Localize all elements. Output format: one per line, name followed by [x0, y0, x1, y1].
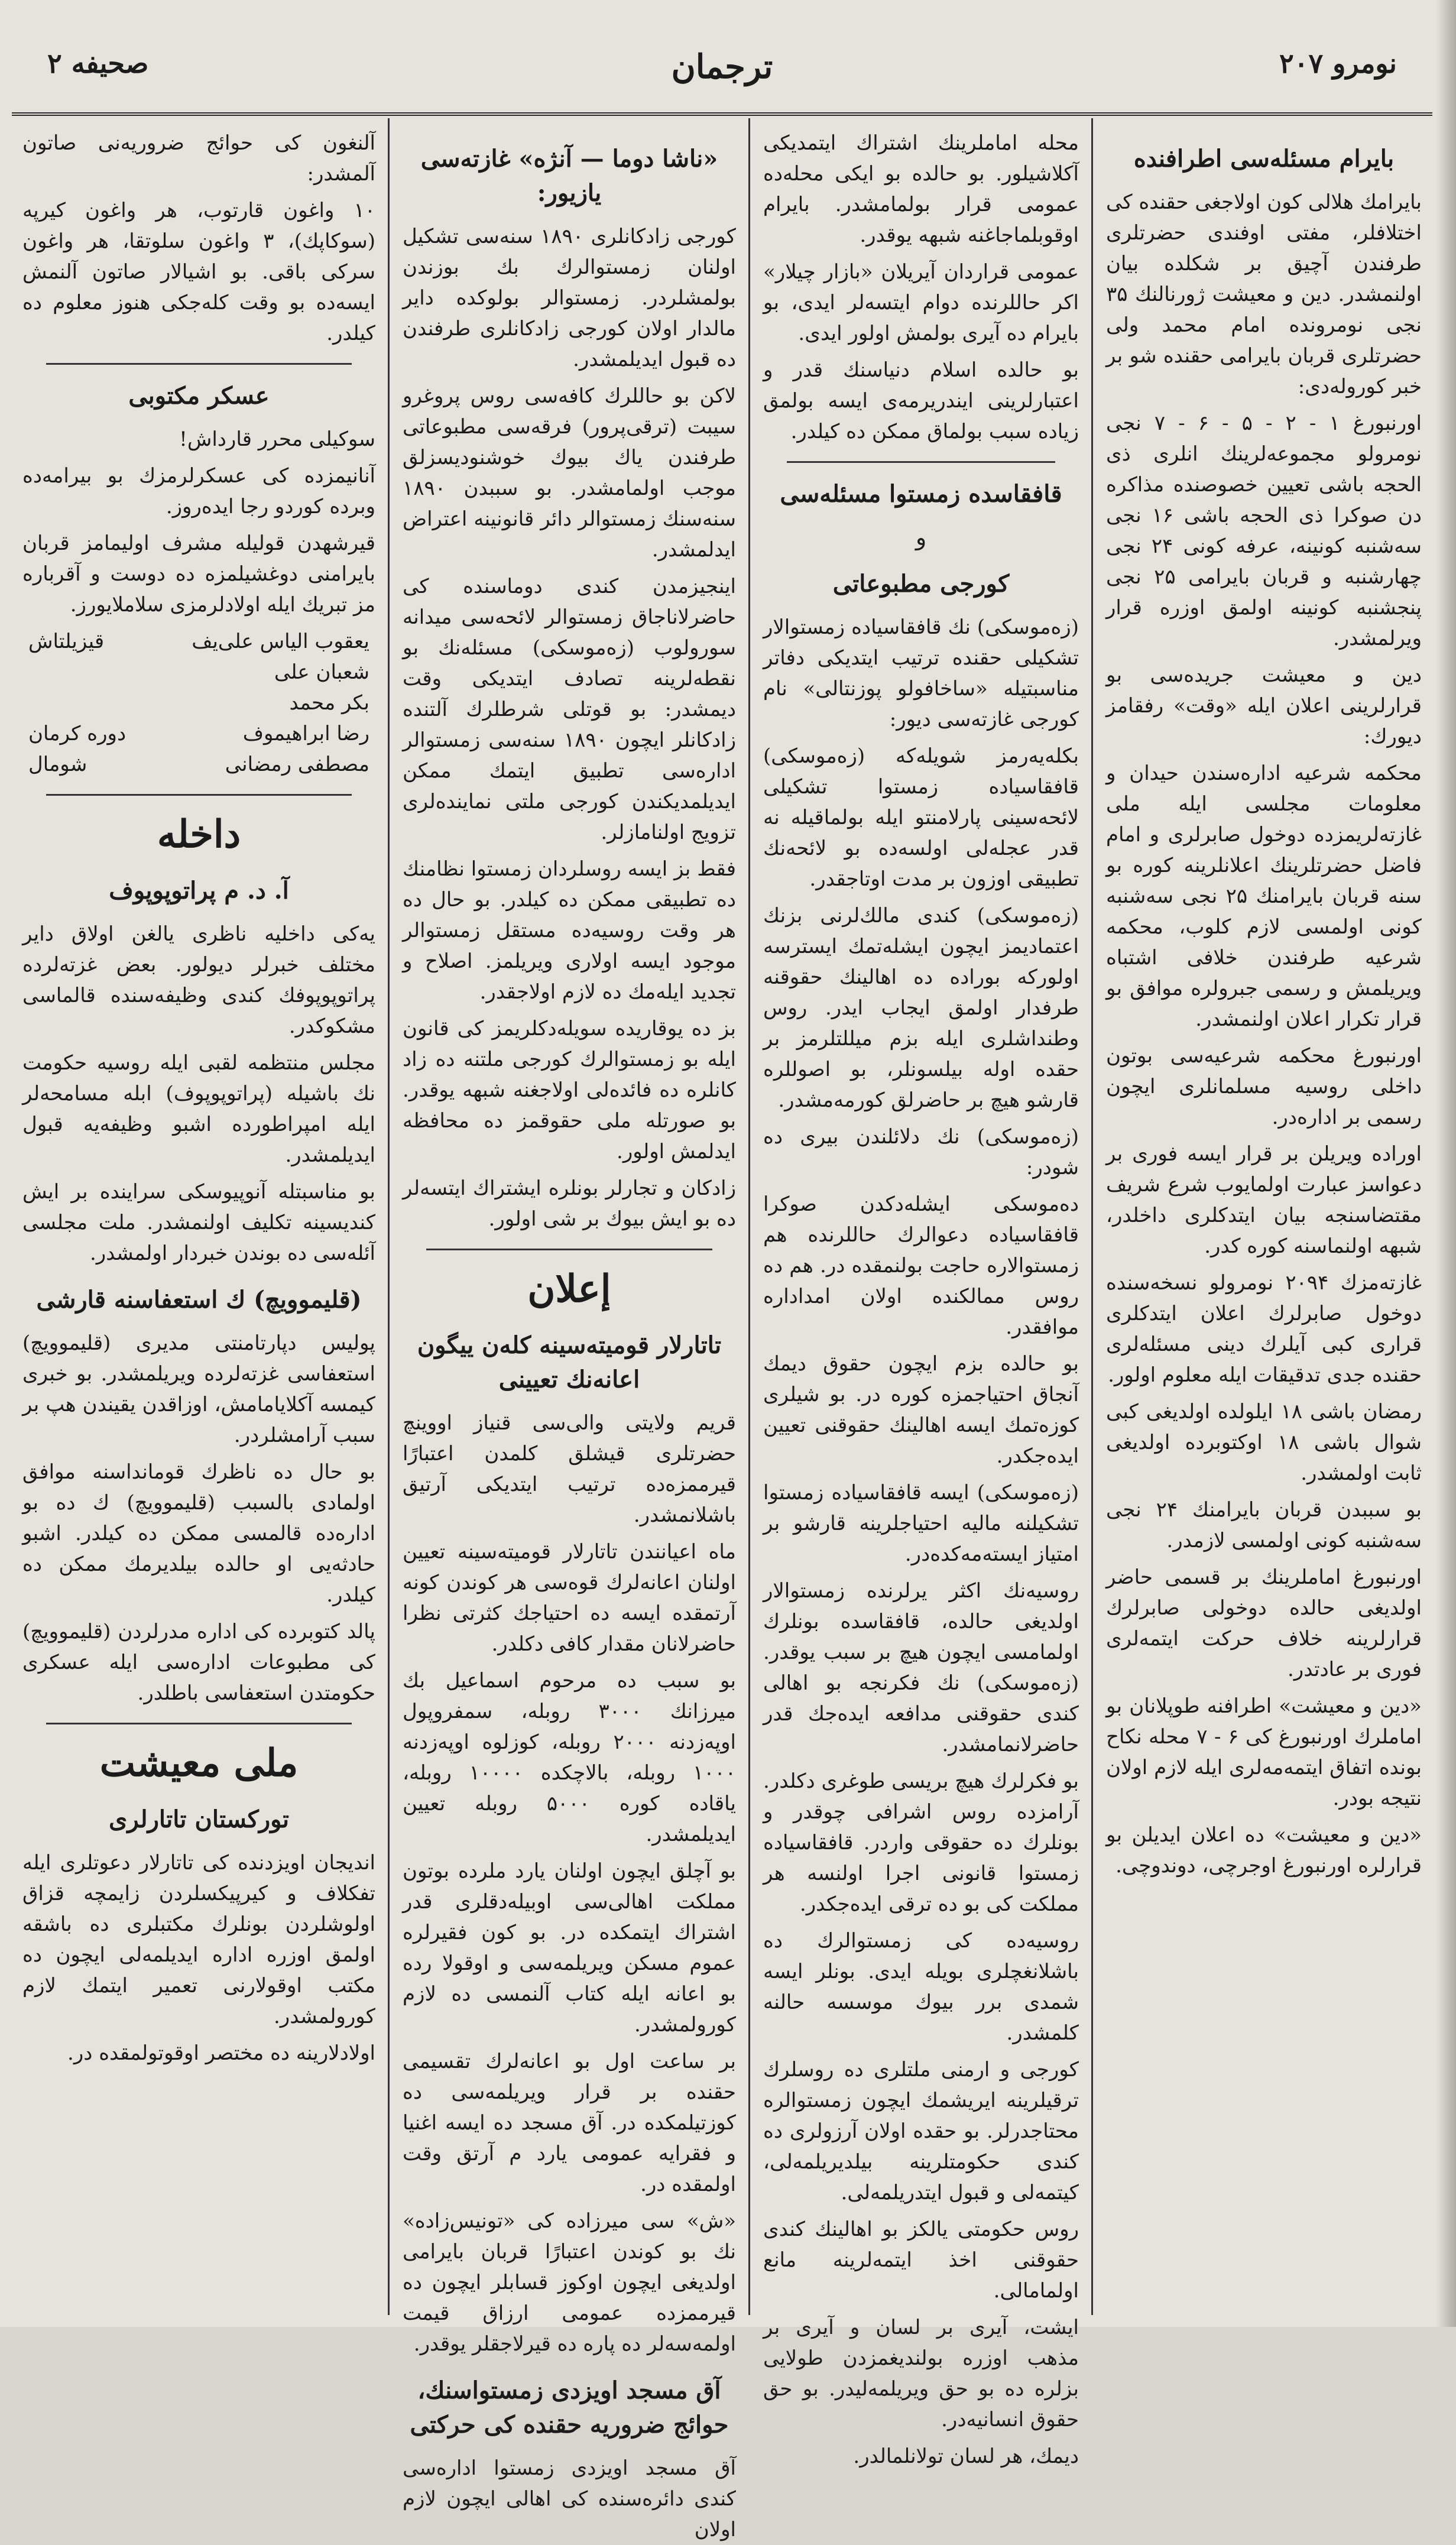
issue-number: نومرو ۲۰۷ [1279, 47, 1397, 79]
article-paragraph: ديمك، هر لسان تولانلمالدر. [853, 2445, 1079, 2468]
column-2 [753, 118, 1089, 2468]
column-3 [392, 118, 747, 2541]
article-paragraph: ايشت، آيرى بر لسان و آيرى بر مذهب اوزرە بولنديغمزدن طولايى بزلره ده بو حق ويريلمەليدر. بو حق حقوق انسانيەدر. [763, 2316, 1079, 2431]
article-paragraph: روسيەده كى زمستوالرك ده باشلانغچلرى بويله ايدى. بونلر ايسه شمدى برر بيوك موسسه حالنه كلمشدر. [763, 1929, 1079, 2045]
article-paragraph: كورجى زادكانلرى ۱۸۹۰ سنه‌سى تشكيل اولنان زمستوالرك بك بوزندن بولمشلردر. زمستوالر بولوكده داير مالدار اولان كورجى زادكانلرى طرفندن ده قبول ايديلمشدر. [403, 225, 736, 371]
signature-row [28, 688, 369, 718]
page-label: صحيفه ۲ [47, 47, 149, 79]
signature-row [28, 657, 369, 688]
signature-row [28, 626, 369, 657]
akmesjid-heading: آق مسجد اويزدى زمستواسنك، حوائج ضروريه حقنده كى حركتى [410, 2377, 729, 2439]
article-paragraph: اولادلارينه ده مختصر اوقوتولمقده در. [67, 2041, 375, 2065]
column-4 [12, 118, 386, 2315]
article-paragraph: اينجيزمدن كندى دوماسنده كى حاضرلاناجاق زمستوالر لائحەسى ميدانه سورولوب (زەموسكى) مسئلەنك بو نقطه‌لرينه تصادف ايتديكى وقت ديمشدر: بو قوتلى شرطلرك آلتنده زادكانلر ايچون ۱۸۹۰ سنه‌سى زمستوالر اداره‌سى تطبيق ايتمك ممكن ايديلمديكندن كورجى ملتى نماينده‌لرى تزويج اولنامازلر. [403, 575, 736, 844]
article-paragraph: ماه اعيانندن تاتارلار قومیته‌سینه تعيين اولنان اعانه‌لرك قوه‌سى هر كوندن كونه آرتمقده ايسه ده احتياجك كثرتى نظرا حاضرلانان مقدار كافى دكلدر. [403, 1540, 736, 1656]
article-paragraph: بر ساعت اول بو اعانه‌لرك تقسيمى حقنده بر قرار ويريلمەسى ده كوزتيلمكده در. آق مسجد دە ايسه اغنيا و فقرايه عمومى يارد م آرتق وقت اولمقده در. [403, 2050, 736, 2196]
column-rule [1091, 118, 1093, 2315]
article-paragraph: قيرشهدن قوليله مشرف اوليمامز قربان بايرامنى دوغشيلمزه ده دوست و آقرباره مز تبريك ايله اولادلرمزى سلاملايورز. [22, 531, 375, 617]
article-paragraph: بو حالده بزم ايچون حقوق ديمك آنجاق احتياجمزه كوره در. بو شيلرى كوزەتمك ايسه اهالينك حقوقنى تعيين ايدەجكدر. [763, 1352, 1079, 1468]
signature-name: شعبان على [274, 660, 369, 684]
signature-place: شومال [28, 753, 87, 776]
heading-conjunction: و [915, 524, 927, 550]
article-paragraph: «دين و معيشت» اطرافنه طوپلانان بو اماملرك اورنبورغ كى ۶ - ۷ محله نكاح بونده اتفاق ايتمه‌مەلرى ايله لازم اولان نتيجه بودر. [1106, 1694, 1422, 1810]
column-1 [1095, 118, 1432, 2315]
article-paragraph: «ش» سی ميرزاده كى «تونيس‌زاده» نك بو كوندن اعتبارًا قربان بايرامى اولديغى ايچون اوكوز قسابلر ايچون ده قيرممزده عمومى ارزاق قيمت اولمەسه‌لر ده پاره ده قيرلاجقلر يوقدر. [403, 2209, 736, 2356]
article-paragraph: «دين و معيشت» ده اعلان ايديلن بو قرارلره اورنبورغ اوجرچى، دوندوچى. [1106, 1823, 1422, 1878]
article-paragraph: يەكى داخليه ناظرى يالغن اولاق داير مختلف خبرلر ديولور. بعض غزته‌لرده پراتوپوپوفك كندى وظيفه‌سنده قالماسى مشكوكدر. [22, 922, 375, 1038]
section-divider [426, 1249, 712, 1250]
article-paragraph: محكمه شرعيه ادارەسندن حيدان و معلومات مجلسى ايله ملى غازته‌لريمزدە دوخول صابرلرى و امام فاضل حضرتلرينك اعلانلرينه كوره بو سنه قربان بايرامنك ۲۵ نجى سەشنبه كونى اولمسى لازم كلوب، محكمه شرعيه طرفندن خلافى اشتباه ويريلمش و رسمى جبرولرە موافق بو قرار تكرار اعلان اولنمشدر. [1106, 761, 1422, 1031]
columns-area [12, 118, 1432, 2541]
article-paragraph: دين و معيشت جريدەسى بو قرارلرينى اعلان ايله «وقت» رفقامز ديورك: [1106, 663, 1422, 748]
section-divider [46, 794, 352, 796]
article-paragraph: بايرامك هلالى كون اولاجغى حقندە كى اختلافلر، مفتى اوفندى حضرتلرى طرفندن آچيق بر شكلدە بيان اولنمشدر. دين و معيشت ژورنالنك ۳۵ نجى نومرونده امام محمد ولى حضرتلرى قربان بايرامى حقندە شو بر خبر كوروله‌دى: [1106, 190, 1422, 398]
masthead [12, 24, 1432, 116]
bayram-heading: بايرام مسئلەسى اطرافندە [1133, 145, 1395, 173]
article-paragraph: سوكيلى محرر قارداش! [179, 427, 375, 451]
signature-name: يعقوب الياس علی‌يف [192, 630, 369, 653]
article-paragraph: اورادە ويريلن بر قرار ايسە فورى بر دعواسز عبارت اولمايوب شرع شريف مقتضاسنجه بيان ايتدكلرى داخلدر، شبهه اولنماسنه كوره كدر. [1106, 1142, 1422, 1258]
article-paragraph: كورجى و ارمنى ملتلرى ده روسلرك ترقيلرينه ايريشمك ايچون زمستوالره محتاجدرلر. بو حقده اولان آرزولرى ده كندى حكومتلرينه بيلديريلمەلى، كيتمەلى و قبول ايتدريلمەلى. [763, 2058, 1079, 2204]
article-paragraph: فقط بز ايسه روسلردان زمستوا نظامنك ده تطبيقى ممكن ده كيلدر. بو حال ده هر وقت روسيەده مستقل زمستوالر موجود ايسه اولارى ويريلمز. اصلاح و تجديد ايلەمك ده لازم اولاجقدر. [403, 857, 736, 1004]
article-paragraph: (زەموسكى) ايسه قافقاسياده زمستوا تشكيلنه ماليه احتياجلرينه قارشو بر امتياز ايسته‌مەكدەدر. [763, 1481, 1079, 1566]
signature-name: مصطفى رمضانى [225, 753, 369, 776]
article-paragraph: مجلس منتظمه لقبى ايله روسيه حكومت نك باشيله (پراتوپوپوف) ابله مسامحه‌لر ايله امپراطورده اشبو وظيفه‌يه قبول ايديلمشدر. [22, 1051, 375, 1167]
article-paragraph: قريم ولايتى والى‌سى قنياز اووينچ حضرتلرى قيشلق كلمدن اعتبارًا قيرممزەده ترتيب ايتديكى آرتيق باشلانمشدر. [403, 1411, 736, 1527]
national-life-heading: ملى معيشت [99, 1741, 299, 1785]
georgian-press-heading: كورجى مطبوعاتى [832, 570, 1010, 598]
signature-row [28, 749, 369, 780]
article-paragraph: (زەموسكى) كندى مالك‌لرنى بزنك اعتماديمز ايچون ايشلەتمك ايسترسە اولوركه بوراده ده اهالينك حقوقنه طرفدار اولمق ايجاب ايدر. روس وطنداشلرى ايله بزم ميللتلرمز بر حقده اوله بيلسونلر، بو اصوللرە قارشو هيچ بر حاضرلق كورمەمشدر. [763, 904, 1079, 1112]
article-paragraph: آنانيمزده كى عسكرلرمزك بو بيرامه‌دە وبرده كوردو رجا ايده‌روز. [22, 464, 375, 518]
article-paragraph: اورنبورغ محكمه شرعيەسى بوتون داخلى روسيە مسلمانلرى ايچون رسمى بر ادارەدر. [1106, 1044, 1422, 1129]
article-paragraph: محله اماملرينك اشتراك ايتمديكى آكلاشيلور. بو حالدە بو ايكى محلەدە عمومى قرار بولمامشدر. بايرام اوقوبلماجاغنه شبهه يوقدر. [763, 131, 1079, 247]
section-divider [46, 1723, 352, 1724]
article-paragraph: ۱۰ واغون قارتوب، هر واغون كيرپه (سوكاپك)، ۳ واغون سلوتقا، هر واغون سركى باقى. بو اشيالار صاتون آلنمش ايسه‌ده بو وقت كله‌جكى هنوز معلوم ده كيلدر. [22, 199, 375, 345]
newspaper-title: ترجمان [671, 47, 773, 86]
article-paragraph: بز ده يوقاريده سويله‌دكلريمز كى قانون ايله بو زمستوالرك كورجى ملتنه ده زاد كانلره ده فائده‌لى اولاجغنه شبهه يوقدر. بو صورتله ملى حقوقمز ده محافظه ايدلمش اولور. [403, 1017, 736, 1163]
article-paragraph: پالد كتوبرده كى اداره مدرلردن (قليموويچ) كى مطبوعات اداره‌سى ايله عسكرى حكومتدن استعفاسى باطلدر. [22, 1620, 375, 1705]
signature-place: دوره كرمان [28, 722, 127, 745]
announcement-subheading: تاتارلار قومیته‌سینه کلەن ییگون اعانەنك تعيينى [417, 1331, 722, 1393]
article-paragraph: بو سببدن قربان بايرامنك ۲۴ نجى سەشنبه كونى اولمسى لازمدر. [1106, 1498, 1422, 1552]
article-paragraph: روسيەنك اكثر يرلرنده زمستوالار اولديغى حالده، قافقاسده بونلرك اولمامسى ايچون هيچ بر سبب يوقدر. (زەموسكى) نك فكرنجه بو اهالى كندى حقوقنى مدافعه ايدەجك قدر حاضرلانمامشدر. [763, 1579, 1079, 1756]
article-paragraph: (زەموسكى) نك قافقاسياده زمستوالار تشكيلى حقنده ترتيب ايتديكى دفاتر مناسبتيله «ساخافولو پوزنتالى» نام كورجى غازته‌سى ديور: [763, 615, 1079, 731]
article-paragraph: آق مسجد اويزدى زمستوا اداره‌سى كندى دائره‌سنده كى اهالى ايچون لازم اولان [403, 2456, 736, 2541]
zemstvo-heading: قافقاسده زمستوا مسئلەسى [780, 480, 1062, 508]
signature-name: بكر محمد [289, 691, 369, 715]
signature-row [28, 718, 369, 749]
article-paragraph: زادكان و تجارلر بونلره ايشتراك ايتسه‌لر ده بو ايش بيوك بر شى اولور. [403, 1176, 736, 1231]
column-rule [388, 118, 390, 2315]
article-paragraph: لاكن بو حاللرك كافه‌سى روس پروغرو سيبت (ترقى‌پرور) فرقەسى مطبوعاتى طرفندن ياك بيوك خوشنوديسزلق موجب اولمامشدر. بو سببدن ۱۸۹۰ سنه‌سنك زمستوالر دائر قانونينه اعتراض ايدلمشدر. [403, 384, 736, 562]
article-paragraph: آلنغون كى حوائج ضروريه‌نى صاتون آلمشدر: [22, 131, 375, 186]
section-divider [46, 363, 352, 365]
article-paragraph: بو حالدە اسلام دنياسنك قدر و اعتبارلرينى ايندريرمەى ايسه بولمق زيادە سبب بولماق ممكن ده كيلدر. [763, 358, 1079, 443]
article-paragraph: رمضان باشى ۱۸ ايلولدە اولديغى كبى شوال باشى ۱۸ اوكتوبرده اولديغى ثابت اولمشدر. [1106, 1400, 1422, 1485]
article-paragraph: اورنبورغ اماملرينك بر قسمى حاضر اولديغى حالدە دوخولى صابرلرك قرارلرينه خلاف حركت ايتمەلرى فورى بر عادتدر. [1106, 1565, 1422, 1681]
article-paragraph: بكلەيەرمز شويله‌كه (زەموسكى) قافقاسياده زمستوا تشكيلى لائحەسينى پارلامنتو ايله بولماقيله نه قدر عجلەلى اولسه‌دە بو لائحەنك تطبيقى اوزون بر مدت اوتاجقدر. [763, 744, 1079, 891]
soldier-letter-heading: عسكر مكتوبى [128, 382, 270, 410]
article-paragraph: بو آچلق ايچون اولنان يارد ملرده بوتون مملكت اهالى‌سى اوبيله‌دقلرى قدر اشتراك ايتمكده در. بو كون فقيرلره عموم مسكن ويريلمەسى و اوقولا رده بو اعانه ايله كتاب آلنمسى ده لازم كورولمشدر. [403, 1859, 736, 2037]
article-paragraph: پوليس دپارتامنتى مديرى (قليموويچ) استعفاسى غزته‌لرده ويريلمشدر. بو خبرى كيمسه آكلايامامش، اوزاقدن يقيندن هپ بر سبب آرامشلردر. [22, 1331, 375, 1447]
article-paragraph: غازته‌مزك ۲۰۹۴ نومرولو نسخه‌سنده دوخول صابرلرك اعلان ايتدكلرى قرارى كبى آيلرك دينى مسئله‌لرى حقنده جدى تدقيقات ايله معلوم اولور. [1106, 1271, 1422, 1387]
article-paragraph: روس حكومتى يالكز بو اهالينك كندى حقوقنى اخذ ايتمەلرينه مانع اولمامالى. [763, 2217, 1079, 2303]
turkestan-heading: تورکستان تاتارلرى [109, 1805, 289, 1833]
signature-place: قيزيلتاش [28, 630, 105, 653]
article-paragraph: بو مناسبتله آنوپيوسكى سراينده بر ايش كنديسينه تكليف اولنمشدر. ملت مجلسى آئله‌سى ده بوندن خبردار اولمشدر. [22, 1180, 375, 1265]
article-paragraph: بو فكرلرك هيچ بريسى طوغرى دكلدر. آرامزده روس اشرافى چوقدر و بونلرك ده حقوقى واردر. قافقاسياده زمستوا قانونى اجرا اولنسه هر مملكت كى بو ده ترقى ايدەجكدر. [763, 1769, 1079, 1916]
klimovich-heading: (قليموويچ) ك استعفاسنه قارشى [36, 1286, 362, 1314]
article-paragraph: عمومى قراردان آيريلان «بازار چيلار» اكر حاللرنده دوام ايتسه‌لر ايدى، بو بايرام ده آيرى بولمش اولور ايدى. [763, 260, 1079, 345]
article-paragraph: اندیجان اويزدنده كى تاتارلار دعوتلرى ايله تفكلاف و كيرپيكسلردن زايمچه قزاق اولوشلردن بونلرك مكتبلرى ده باشقه اولمق اوزره اداره ايديلمەلى ايچون ده مكتب اوقولارنى تعمير ايتمك لازم كورولمشدر. [22, 1851, 375, 2028]
article-paragraph: (زەموسكى) نك دلائلندن بيرى ده شودر: [763, 1125, 1079, 1179]
article-paragraph: بو حال ده ناظرك قومانداسنه موافق اولمادى بالسبب (قليموويچ) ك ده بو اداره‌ده قالمسى ممكن ده كيلدر. اشبو حادثه‌يى او حالده بيلديرمك ممكن ده كيلدر. [22, 1460, 375, 1607]
article-paragraph: بو سبب ده مرحوم اسماعيل بك ميرزانك ۳۰۰۰ روبله، سمفروپول اوپه‌زدنه ۲۰۰۰ روبله، كوزلوه اوپه‌زدنه ۱۰۰۰ روبله، بالاچكده ۱۰۰۰۰ روبله، ياقاده كوره ۵۰۰۰ روبله تعيين ايديلمشدر. [403, 1669, 736, 1846]
section-divider [787, 461, 1055, 463]
article-paragraph: اورنبورغ ۱ - ۲ - ۵ - ۶ - ۷ نجى نومرولو مجموعه‌لرينك انلرى ذى الحجه باشى تعيين خصوصنده مذاكره دن صوكرا ذى الحجه باشى ۱۶ نجى سەشنبه كونينه، عرفه كونى ۲۴ نجى چهارشنبه و قربان بايرامى ۲۵ نجى پنجشنبه كونينه اولمق اوزرە قرار ويرلمشدر. [1106, 411, 1422, 650]
nasha-duma-heading: «ناشا دوما — آنژه» غازته‌سى يازيور: [420, 145, 718, 207]
column-rule [748, 118, 750, 2315]
announcement-heading: إعلان [527, 1267, 611, 1311]
article-paragraph: دەموسكى ايشلەدكدن صوكرا قافقاسياده دعوالرك حاللرنده هم زمستوالاره حاجت بولنمقده در. هم ده روس ممالكنده اولان امداداره موافقدر. [763, 1192, 1079, 1339]
interior-heading: داخله [157, 812, 241, 857]
signature-name: رضا ابراهيموف [242, 722, 369, 745]
interior-subheading: آ. د. م پراتوپوپوف [109, 877, 289, 904]
